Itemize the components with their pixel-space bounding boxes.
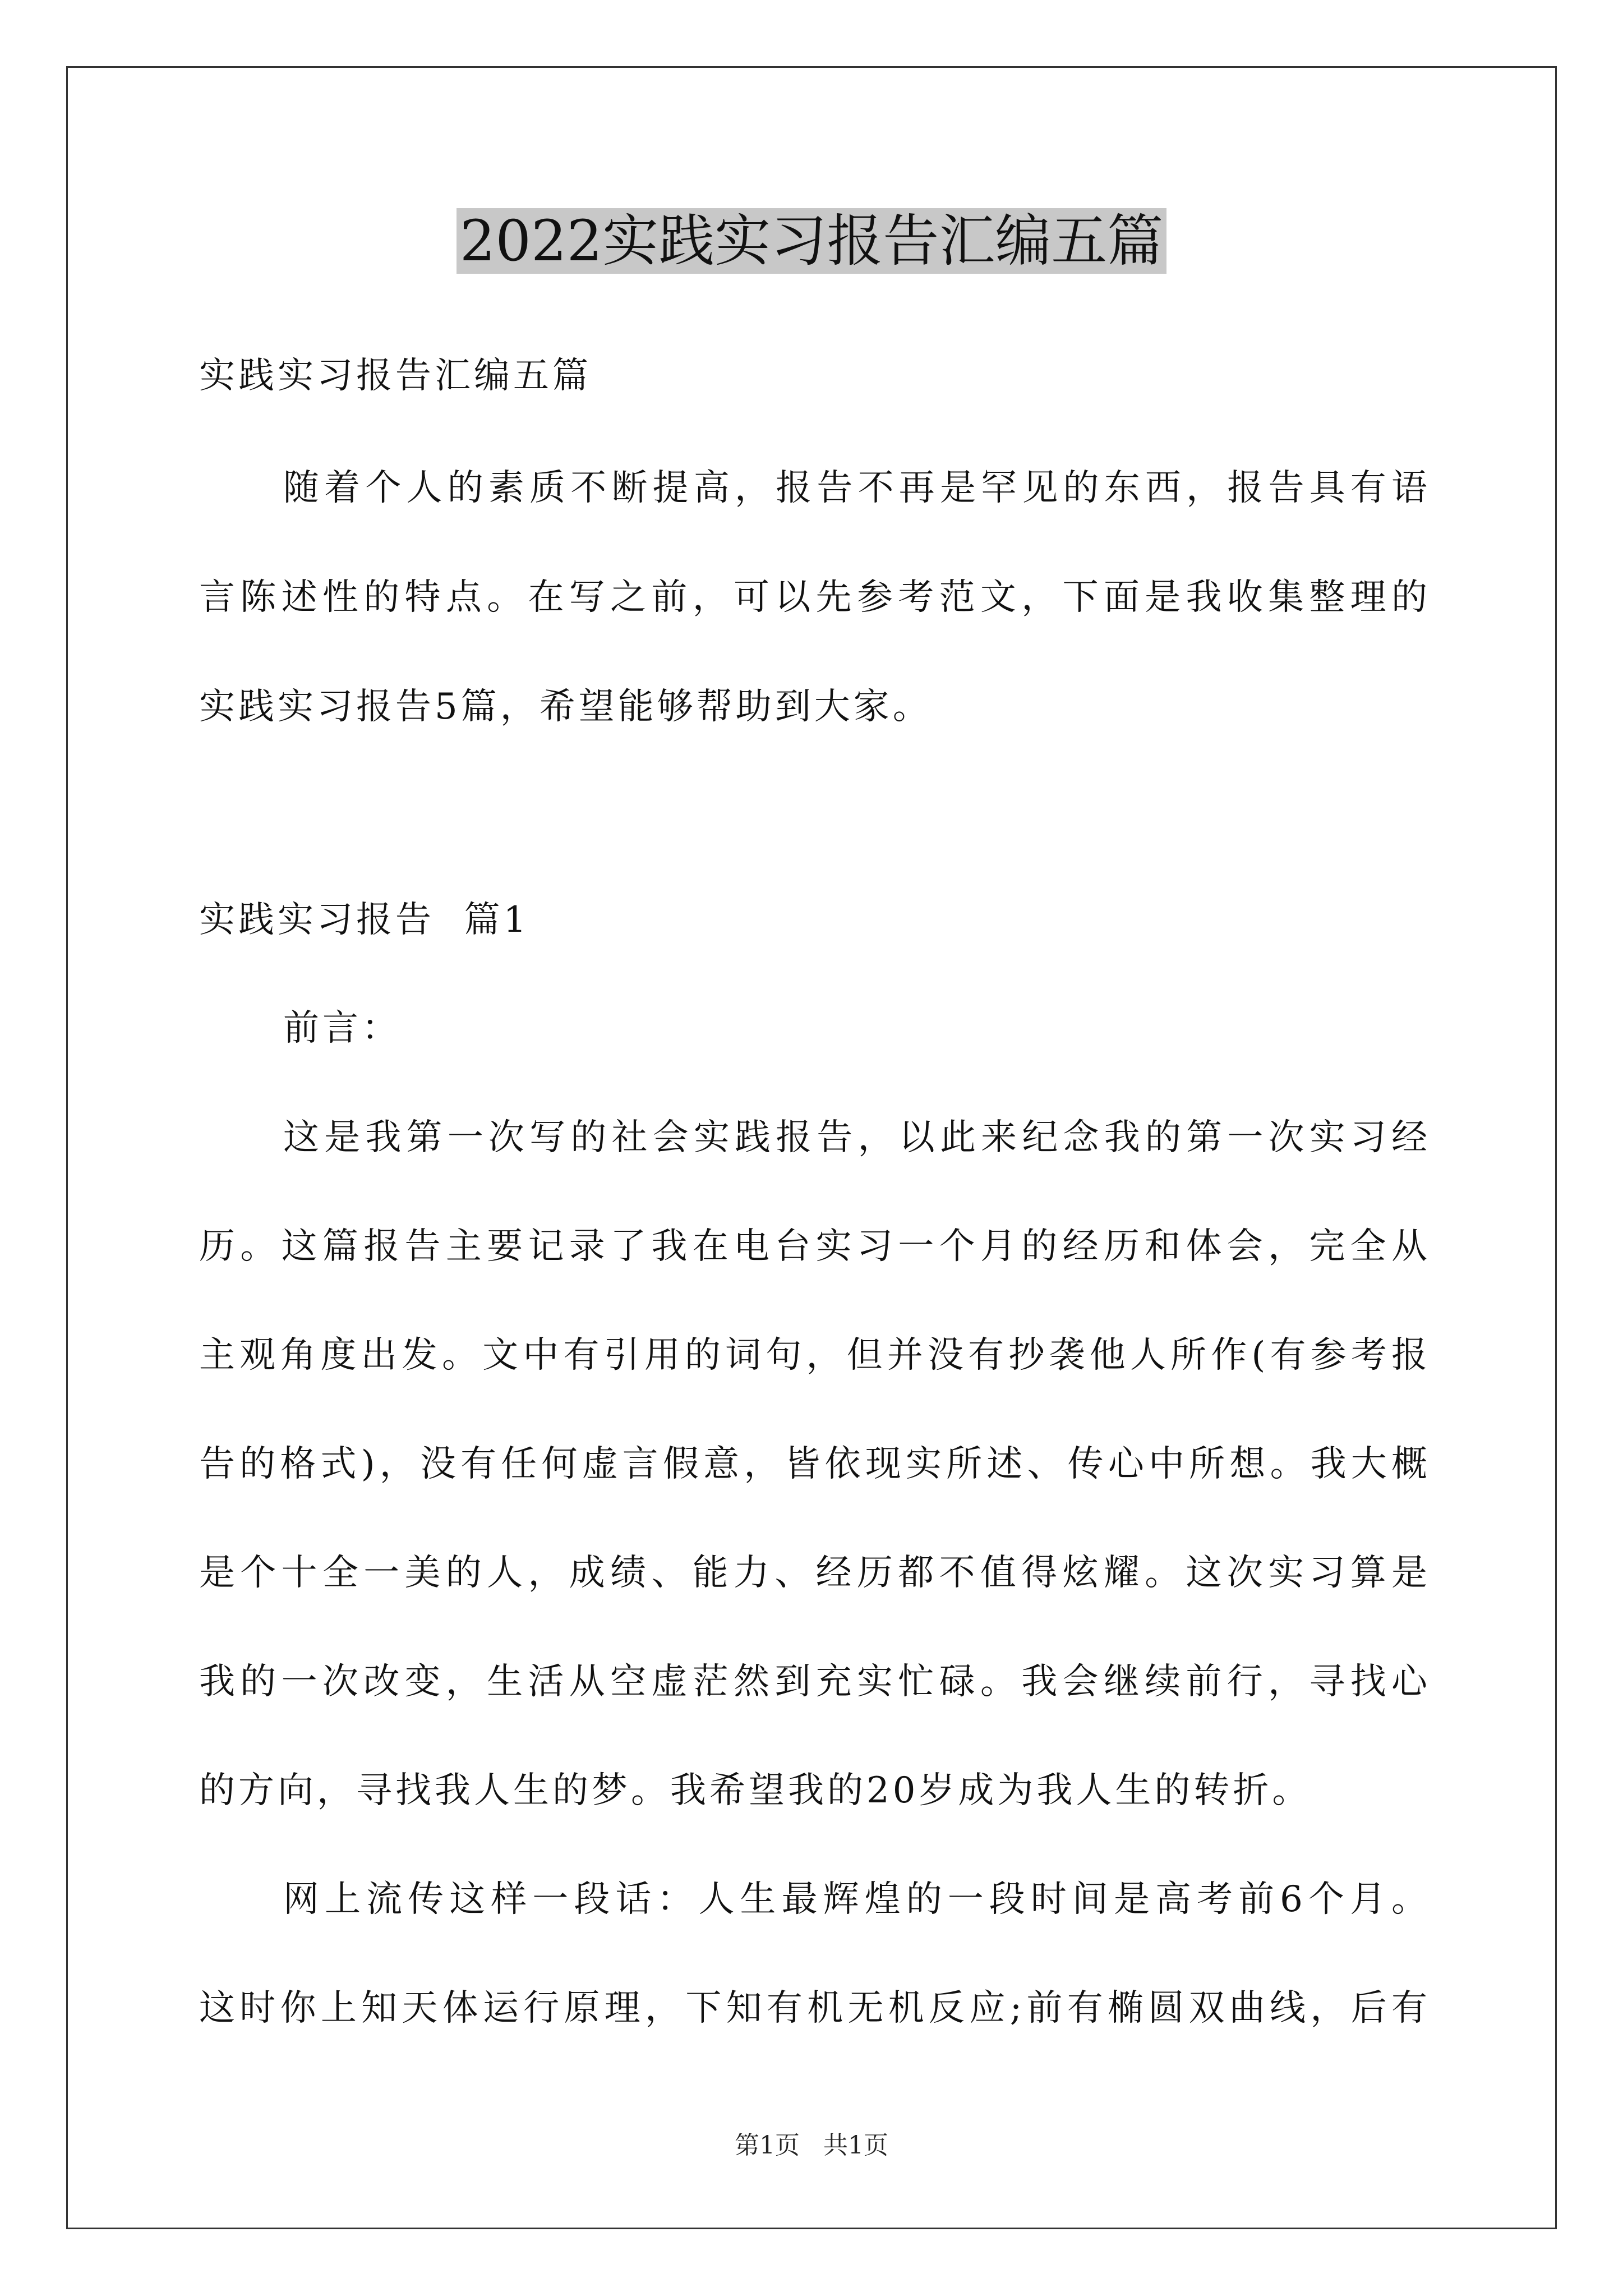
intro-line-2: 言陈述性的特点。在写之前，可以先参考范文，下面是我收集整理的 (199, 577, 1427, 618)
paragraph1-line-3: 主观角度出发。文中有引用的词句，但并没有抄袭他人所作(有参考报 (199, 1335, 1427, 1376)
paragraph1-line-6: 我的一次改变，生活从空虚茫然到充实忙碌。我会继续前行，寻找心 (199, 1661, 1427, 1703)
section-heading: 实践实习报告 篇1 (199, 899, 530, 941)
intro-line-3: 实践实习报告5篇，希望能够帮助到大家。 (199, 686, 932, 728)
document-subtitle: 实践实习报告汇编五篇 (199, 355, 592, 397)
paragraph2-line-2: 这时你上知天体运行原理，下知有机无机反应;前有椭圆双曲线，后有 (199, 1987, 1427, 2029)
paragraph1-line-4: 告的格式)，没有任何虚言假意，皆依现实所述、传心中所想。我大概 (199, 1443, 1427, 1485)
document-title (0, 202, 1623, 280)
page-footer: 第1页 共1页 (735, 2131, 888, 2160)
paragraph1-line-2: 历。这篇报告主要记录了我在电台实习一个月的经历和体会，完全从 (199, 1226, 1427, 1267)
preface-label: 前言： (283, 1007, 401, 1049)
document-title-text: 2022实践实习报告汇编五篇 (457, 208, 1167, 274)
paragraph2-line-1: 网上流传这样一段话：人生最辉煌的一段时间是高考前6个月。 (283, 1879, 1427, 1920)
paragraph1-line-7: 的方向，寻找我人生的梦。我希望我的20岁成为我人生的转折。 (199, 1770, 1312, 1811)
intro-line-1: 随着个人的素质不断提高，报告不再是罕见的东西，报告具有语 (283, 467, 1427, 509)
paragraph1-line-1: 这是我第一次写的社会实践报告，以此来纪念我的第一次实习经 (283, 1117, 1427, 1158)
paragraph1-line-5: 是个十全一美的人，成绩、能力、经历都不值得炫耀。这次实习算是 (199, 1552, 1427, 1594)
